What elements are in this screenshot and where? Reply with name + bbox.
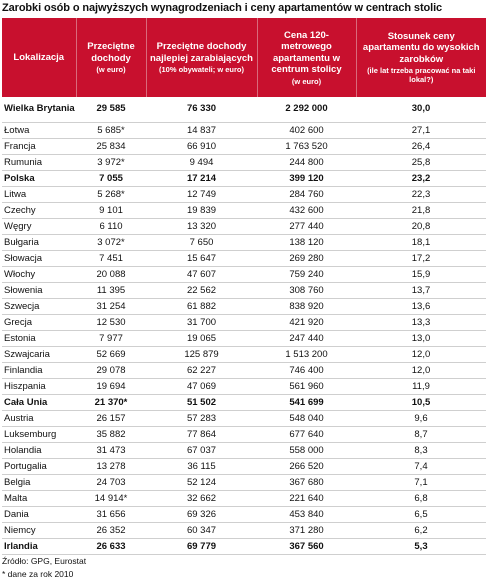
value-cell: 838 920: [257, 299, 356, 315]
table-row: [2, 171, 486, 187]
value-cell: 6,8: [356, 491, 486, 507]
table-row: [2, 491, 486, 507]
value-cell: 21,8: [356, 203, 486, 219]
value-cell: 367 560: [257, 539, 356, 555]
table-row: [2, 363, 486, 379]
value-cell: 371 280: [257, 523, 356, 539]
value-cell: 17 214: [146, 171, 257, 187]
value-cell: 47 069: [146, 379, 257, 395]
value-cell: 26 157: [76, 411, 146, 427]
column-header-4: [356, 18, 486, 97]
value-cell: 2 292 000: [257, 97, 356, 123]
value-cell: 69 326: [146, 507, 257, 523]
value-cell: 52 124: [146, 475, 257, 491]
table-row: [2, 203, 486, 219]
value-cell: 677 640: [257, 427, 356, 443]
value-cell: 18,1: [356, 235, 486, 251]
value-cell: 23,2: [356, 171, 486, 187]
table-row: [2, 395, 486, 411]
table-row: [2, 539, 486, 555]
value-cell: 561 960: [257, 379, 356, 395]
table-row: [2, 235, 486, 251]
value-cell: 77 864: [146, 427, 257, 443]
table-row: [2, 411, 486, 427]
country-cell: Dania: [2, 507, 76, 523]
value-cell: 21 370*: [76, 395, 146, 411]
value-cell: 62 227: [146, 363, 257, 379]
table-row: [2, 507, 486, 523]
value-cell: 31 254: [76, 299, 146, 315]
table-row: [2, 155, 486, 171]
value-cell: 14 914*: [76, 491, 146, 507]
value-cell: 25,8: [356, 155, 486, 171]
table-row: [2, 123, 486, 139]
column-header-0: [2, 18, 76, 97]
value-cell: 10,5: [356, 395, 486, 411]
value-cell: 14 837: [146, 123, 257, 139]
footnote: * dane za rok 2010: [2, 569, 74, 579]
data-table: [2, 18, 486, 555]
value-cell: 31 473: [76, 443, 146, 459]
table-row: [2, 379, 486, 395]
value-cell: 30,0: [356, 97, 486, 123]
value-cell: 284 760: [257, 187, 356, 203]
value-cell: 7,1: [356, 475, 486, 491]
country-cell: Portugalia: [2, 459, 76, 475]
country-cell: Polska: [2, 171, 76, 187]
column-header-1: [76, 18, 146, 97]
table-row: [2, 475, 486, 491]
value-cell: 8,3: [356, 443, 486, 459]
table-row: [2, 219, 486, 235]
column-header-3: [257, 18, 356, 97]
value-cell: 1 513 200: [257, 347, 356, 363]
value-cell: 25 834: [76, 139, 146, 155]
value-cell: 7 055: [76, 171, 146, 187]
value-cell: 13,6: [356, 299, 486, 315]
column-header-label: Lokalizacja: [13, 51, 65, 63]
country-cell: Bułgaria: [2, 235, 76, 251]
value-cell: 6 110: [76, 219, 146, 235]
table-row: [2, 427, 486, 443]
value-cell: 421 920: [257, 315, 356, 331]
header-row: [2, 18, 486, 97]
table-header: [2, 18, 486, 97]
country-cell: Węgry: [2, 219, 76, 235]
value-cell: 15,9: [356, 267, 486, 283]
value-cell: 746 400: [257, 363, 356, 379]
value-cell: 36 115: [146, 459, 257, 475]
value-cell: 26 633: [76, 539, 146, 555]
table-row: [2, 251, 486, 267]
value-cell: 266 520: [257, 459, 356, 475]
value-cell: 52 669: [76, 347, 146, 363]
column-header-label: Przeciętne dochody najlepiej zarabiających: [150, 41, 253, 64]
table-body: [2, 97, 486, 555]
value-cell: 221 640: [257, 491, 356, 507]
country-cell: Łotwa: [2, 123, 76, 139]
value-cell: 19 839: [146, 203, 257, 219]
value-cell: 29 585: [76, 97, 146, 123]
value-cell: 11 395: [76, 283, 146, 299]
table-row: [2, 443, 486, 459]
value-cell: 247 440: [257, 331, 356, 347]
value-cell: 5,3: [356, 539, 486, 555]
value-cell: 8,7: [356, 427, 486, 443]
value-cell: 125 879: [146, 347, 257, 363]
column-header-unit: (w euro): [291, 76, 322, 86]
value-cell: 19 065: [146, 331, 257, 347]
country-cell: Hiszpania: [2, 379, 76, 395]
table-row: [2, 267, 486, 283]
country-cell: Irlandia: [2, 539, 76, 555]
column-header-label: Cena 120-metrowego apartamentu w centrum stolicy: [271, 29, 342, 75]
value-cell: 29 078: [76, 363, 146, 379]
value-cell: 19 694: [76, 379, 146, 395]
value-cell: 269 280: [257, 251, 356, 267]
value-cell: 60 347: [146, 523, 257, 539]
value-cell: 13,3: [356, 315, 486, 331]
value-cell: 61 882: [146, 299, 257, 315]
value-cell: 24 703: [76, 475, 146, 491]
table-row: [2, 187, 486, 203]
value-cell: 12 749: [146, 187, 257, 203]
value-cell: 12 530: [76, 315, 146, 331]
value-cell: 69 779: [146, 539, 257, 555]
country-cell: Grecja: [2, 315, 76, 331]
value-cell: 13 278: [76, 459, 146, 475]
value-cell: 6,5: [356, 507, 486, 523]
value-cell: 402 600: [257, 123, 356, 139]
value-cell: 244 800: [257, 155, 356, 171]
value-cell: 7 650: [146, 235, 257, 251]
value-cell: 35 882: [76, 427, 146, 443]
value-cell: 76 330: [146, 97, 257, 123]
value-cell: 13,7: [356, 283, 486, 299]
country-cell: Estonia: [2, 331, 76, 347]
table-row: [2, 459, 486, 475]
column-header-label: Stosunek ceny apartamentu do wysokich zarobków: [362, 30, 480, 65]
value-cell: 13 320: [146, 219, 257, 235]
value-cell: 3 972*: [76, 155, 146, 171]
value-cell: 9 101: [76, 203, 146, 219]
value-cell: 67 037: [146, 443, 257, 459]
value-cell: 22,3: [356, 187, 486, 203]
value-cell: 7 977: [76, 331, 146, 347]
country-cell: Finlandia: [2, 363, 76, 379]
value-cell: 9,6: [356, 411, 486, 427]
value-cell: 367 680: [257, 475, 356, 491]
value-cell: 399 120: [257, 171, 356, 187]
table-row: [2, 283, 486, 299]
value-cell: 26,4: [356, 139, 486, 155]
value-cell: 31 700: [146, 315, 257, 331]
country-cell: Belgia: [2, 475, 76, 491]
value-cell: 51 502: [146, 395, 257, 411]
value-cell: 26 352: [76, 523, 146, 539]
table-row: [2, 347, 486, 363]
value-cell: 57 283: [146, 411, 257, 427]
value-cell: 3 072*: [76, 235, 146, 251]
value-cell: 453 840: [257, 507, 356, 523]
country-cell: Austria: [2, 411, 76, 427]
value-cell: 7,4: [356, 459, 486, 475]
value-cell: 22 562: [146, 283, 257, 299]
value-cell: 32 662: [146, 491, 257, 507]
value-cell: 20,8: [356, 219, 486, 235]
column-header-label: Przeciętne dochody: [87, 41, 135, 64]
value-cell: 759 240: [257, 267, 356, 283]
country-cell: Niemcy: [2, 523, 76, 539]
table-row: [2, 331, 486, 347]
country-cell: Malta: [2, 491, 76, 507]
column-header-unit: (10% obywateli; w euro): [158, 65, 245, 74]
table-row: [2, 139, 486, 155]
value-cell: 27,1: [356, 123, 486, 139]
value-cell: 541 699: [257, 395, 356, 411]
country-cell: Słowenia: [2, 283, 76, 299]
value-cell: 12,0: [356, 347, 486, 363]
value-cell: 277 440: [257, 219, 356, 235]
value-cell: 7 451: [76, 251, 146, 267]
value-cell: 15 647: [146, 251, 257, 267]
column-header-unit: (w euro): [96, 65, 126, 74]
country-cell: Słowacja: [2, 251, 76, 267]
table-row: [2, 299, 486, 315]
country-cell: Litwa: [2, 187, 76, 203]
value-cell: 558 000: [257, 443, 356, 459]
country-cell: Szwecja: [2, 299, 76, 315]
country-cell: Wielka Brytania: [2, 97, 76, 123]
value-cell: 138 120: [257, 235, 356, 251]
value-cell: 432 600: [257, 203, 356, 219]
country-cell: Cała Unia: [2, 395, 76, 411]
value-cell: 12,0: [356, 363, 486, 379]
value-cell: 20 088: [76, 267, 146, 283]
country-cell: Szwajcaria: [2, 347, 76, 363]
page-title: Zarobki osób o najwyższych wynagrodzeniach i ceny apartamentów w centrach stolic: [2, 2, 443, 14]
value-cell: 9 494: [146, 155, 257, 171]
value-cell: 1 763 520: [257, 139, 356, 155]
value-cell: 66 910: [146, 139, 257, 155]
country-cell: Luksemburg: [2, 427, 76, 443]
source-note: Źródło: GPG, Eurostat: [2, 556, 87, 566]
value-cell: 6,2: [356, 523, 486, 539]
column-header-unit: (ile lat trzeba pracować na taki lokal?): [367, 66, 476, 85]
country-cell: Holandia: [2, 443, 76, 459]
table-row: [2, 523, 486, 539]
table-row: [2, 97, 486, 123]
value-cell: 31 656: [76, 507, 146, 523]
country-cell: Czechy: [2, 203, 76, 219]
value-cell: 11,9: [356, 379, 486, 395]
value-cell: 47 607: [146, 267, 257, 283]
country-cell: Rumunia: [2, 155, 76, 171]
value-cell: 13,0: [356, 331, 486, 347]
country-cell: Francja: [2, 139, 76, 155]
column-header-2: [146, 18, 257, 97]
value-cell: 17,2: [356, 251, 486, 267]
value-cell: 548 040: [257, 411, 356, 427]
table-row: [2, 315, 486, 331]
value-cell: 308 760: [257, 283, 356, 299]
value-cell: 5 268*: [76, 187, 146, 203]
country-cell: Włochy: [2, 267, 76, 283]
value-cell: 5 685*: [76, 123, 146, 139]
